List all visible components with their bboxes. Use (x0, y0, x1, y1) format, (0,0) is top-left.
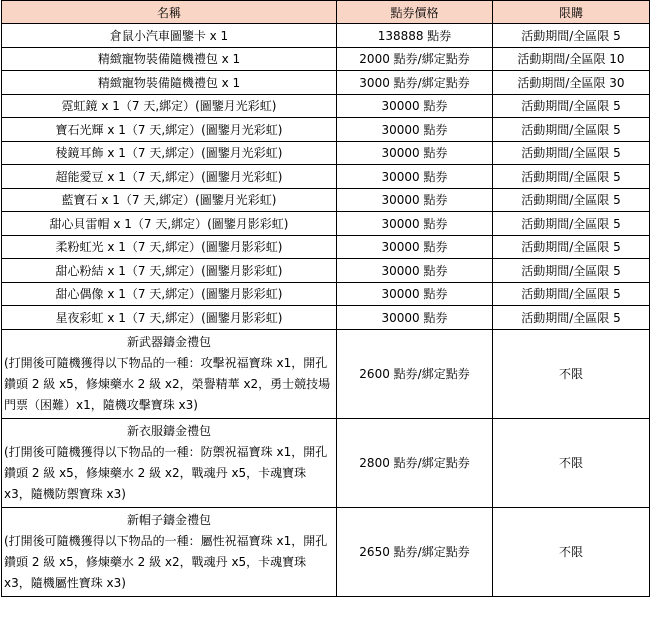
package-row (2, 329, 650, 418)
package-title: 新衣服鑄金禮包 (126, 423, 211, 438)
item-price: 30000 點券 (337, 282, 493, 306)
table-row (2, 141, 650, 165)
item-limit: 活動期間/全區限 5 (493, 188, 650, 212)
table-row (2, 71, 650, 95)
package-name-cell (2, 329, 337, 418)
package-price: 2800 點券/綁定點券 (337, 418, 493, 507)
item-name: 柔粉虹光 x 1（7 天,綁定）(圖鑒月影彩虹) (2, 235, 337, 259)
item-name: 霓虹鏡 x 1（7 天,綁定）(圖鑒月光彩虹) (2, 94, 337, 118)
item-limit: 活動期間/全區限 5 (493, 235, 650, 259)
item-price: 30000 點券 (337, 235, 493, 259)
package-row (2, 418, 650, 507)
item-price: 30000 點券 (337, 141, 493, 165)
item-price: 30000 點券 (337, 165, 493, 189)
package-limit: 不限 (493, 418, 650, 507)
item-price: 30000 點券 (337, 188, 493, 212)
package-price: 2600 點券/綁定點券 (337, 329, 493, 418)
table-row (2, 94, 650, 118)
package-title: 新帽子鑄金禮包 (126, 512, 211, 527)
item-limit: 活動期間/全區限 5 (493, 118, 650, 142)
item-price: 3000 點券/綁定點券 (337, 71, 493, 95)
item-name: 甜心偶像 x 1（7 天,綁定）(圖鑒月影彩虹) (2, 282, 337, 306)
header-price: 點券價格 (337, 1, 493, 24)
table-row (2, 259, 650, 283)
item-price: 30000 點券 (337, 212, 493, 236)
item-name: 精緻寵物裝備隨機禮包 x 1 (2, 47, 337, 71)
package-row (2, 507, 650, 596)
item-name: 稜鏡耳飾 x 1（7 天,綁定）(圖鑒月光彩虹) (2, 141, 337, 165)
table-row (2, 282, 650, 306)
header-limit: 限購 (493, 1, 650, 24)
table-row (2, 24, 650, 48)
item-name: 甜心貝雷帽 x 1（7 天,綁定）(圖鑒月影彩虹) (2, 212, 337, 236)
item-limit: 活動期間/全區限 5 (493, 259, 650, 283)
item-price: 30000 點券 (337, 259, 493, 283)
item-price: 30000 點券 (337, 306, 493, 330)
package-price: 2650 點券/綁定點券 (337, 507, 493, 596)
package-description: (打開後可隨機獲得以下物品的一種：屬性祝福寶珠 x1，開孔鑽頭 2 級 x5，修煉藥水 2 級 x2，戰魂丹 x5，卡魂寶珠 x3，隨機屬性寶珠 x3) (4, 533, 328, 590)
item-limit: 活動期間/全區限 5 (493, 212, 650, 236)
header-row (2, 1, 650, 24)
item-limit: 活動期間/全區限 5 (493, 24, 650, 48)
package-name-cell (2, 418, 337, 507)
header-name: 名稱 (2, 1, 337, 24)
price-table (1, 0, 650, 597)
package-limit: 不限 (493, 329, 650, 418)
table-row (2, 235, 650, 259)
package-description: (打開後可隨機獲得以下物品的一種：攻擊祝福寶珠 x1，開孔鑽頭 2 級 x5，修煉藥水 2 級 x2，榮譽精華 x2，勇士競技場門票（困難）x1，隨機攻擊寶珠 x3) (4, 355, 331, 412)
table-row (2, 118, 650, 142)
package-limit: 不限 (493, 507, 650, 596)
item-limit: 活動期間/全區限 10 (493, 47, 650, 71)
table-row (2, 212, 650, 236)
item-limit: 活動期間/全區限 30 (493, 71, 650, 95)
item-price: 2000 點券/綁定點券 (337, 47, 493, 71)
item-limit: 活動期間/全區限 5 (493, 165, 650, 189)
table-row (2, 188, 650, 212)
item-price: 30000 點券 (337, 118, 493, 142)
item-name: 倉鼠小汽車圖鑒卡 x 1 (2, 24, 337, 48)
item-name: 超能愛豆 x 1（7 天,綁定）(圖鑒月光彩虹) (2, 165, 337, 189)
package-title: 新武器鑄金禮包 (126, 334, 211, 349)
table-row (2, 47, 650, 71)
item-limit: 活動期間/全區限 5 (493, 141, 650, 165)
item-price: 30000 點券 (337, 94, 493, 118)
item-price: 138888 點券 (337, 24, 493, 48)
table-row (2, 165, 650, 189)
package-description: (打開後可隨機獲得以下物品的一種：防禦祝福寶珠 x1，開孔鑽頭 2 級 x5，修煉藥水 2 級 x2，戰魂丹 x5，卡魂寶珠 x3，隨機防禦寶珠 x3) (4, 444, 328, 501)
item-name: 藍寶石 x 1（7 天,綁定）(圖鑒月光彩虹) (2, 188, 337, 212)
item-name: 精緻寵物裝備隨機禮包 x 1 (2, 71, 337, 95)
item-name: 星夜彩虹 x 1（7 天,綁定）(圖鑒月影彩虹) (2, 306, 337, 330)
item-limit: 活動期間/全區限 5 (493, 306, 650, 330)
item-limit: 活動期間/全區限 5 (493, 94, 650, 118)
item-name: 寶石光輝 x 1（7 天,綁定）(圖鑒月光彩虹) (2, 118, 337, 142)
item-name: 甜心粉結 x 1（7 天,綁定）(圖鑒月影彩虹) (2, 259, 337, 283)
item-limit: 活動期間/全區限 5 (493, 282, 650, 306)
table-row (2, 306, 650, 330)
package-name-cell (2, 507, 337, 596)
